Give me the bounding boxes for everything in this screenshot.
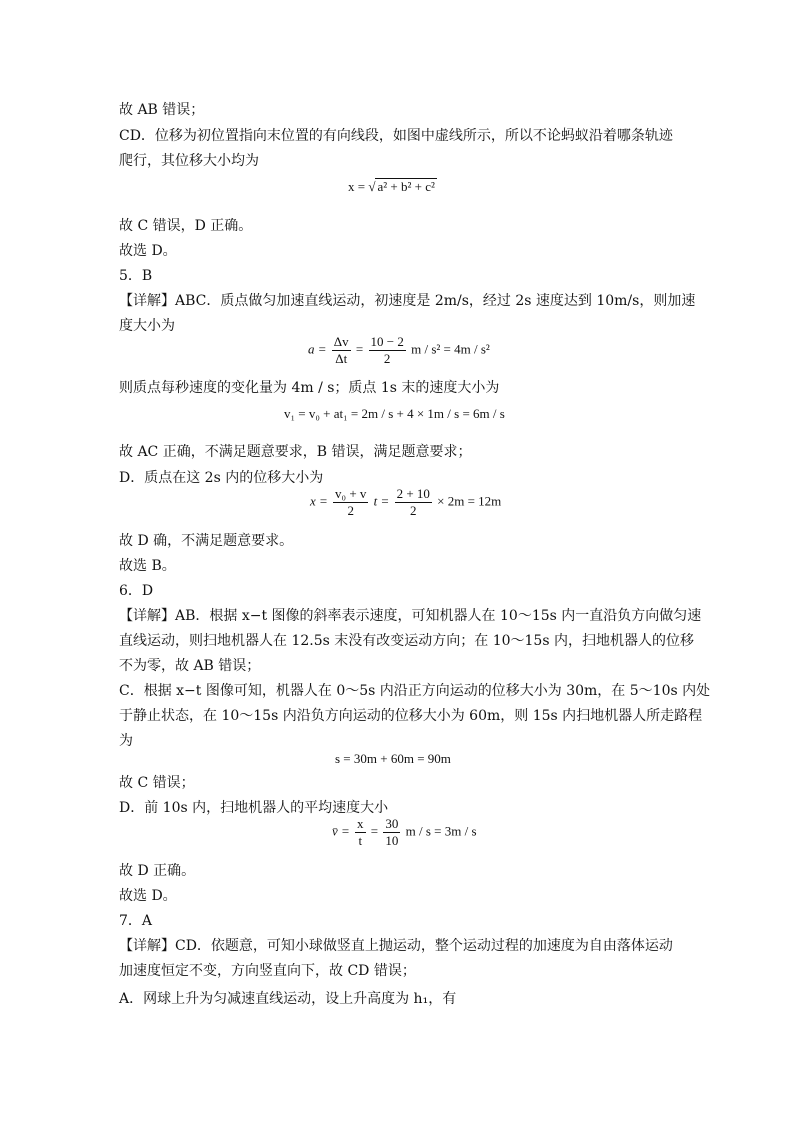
text-line: 度大小为 bbox=[119, 318, 175, 334]
text-line: 故选 D。 bbox=[119, 243, 177, 259]
equals: = bbox=[370, 823, 379, 839]
formula-lhs: v̄ = bbox=[332, 823, 350, 839]
formula-lhs: x = bbox=[310, 493, 328, 509]
denominator: 10 bbox=[385, 833, 399, 848]
denominator: 2 bbox=[409, 503, 417, 518]
text-line: 故选 B。 bbox=[119, 558, 176, 574]
text-line: 爬行，其位移大小均为 bbox=[119, 153, 259, 169]
equals: = bbox=[355, 341, 364, 357]
fraction bbox=[332, 334, 351, 367]
formula-velocity: v₁ = v₀ + at₁ = 2m / s + 4 × 1m / s = 6m / s bbox=[284, 406, 505, 421]
text-line: D．质点在这 2s 内的位移大小为 bbox=[119, 470, 324, 486]
text-line: 则质点每秒速度的变化量为 4m / s；质点 1s 末的速度大小为 bbox=[119, 380, 500, 396]
numerator: 30 bbox=[385, 816, 399, 831]
text-line: 于静止状态，在 10～15s 内沿负方向运动的位移大小为 60m，则 15s 内扫地机器人所走路程 bbox=[119, 708, 703, 724]
numerator: Δv bbox=[333, 334, 349, 349]
text-line: 为 bbox=[119, 733, 133, 749]
formula-rest: m / s = 3m / s bbox=[405, 823, 477, 839]
formula-displacement-2s bbox=[310, 486, 501, 519]
text-line: C．根据 x−t 图像可知，机器人在 0～5s 内沿正方向运动的位移大小为 30m，在 5～10s 内处 bbox=[119, 683, 711, 699]
formula-mid: t = bbox=[373, 493, 390, 509]
fraction bbox=[333, 486, 368, 519]
text-line: 不为零，故 AB 错误； bbox=[119, 658, 261, 674]
text-line: CD．位移为初位置指向末位置的有向线段，如图中虚线所示，所以不论蚂蚁沿着哪条轨迹 bbox=[119, 128, 673, 144]
text-line: 【详解】CD．依题意，可知小球做竖直上抛运动，整个运动过程的加速度为自由落体运动 bbox=[119, 938, 673, 954]
fraction bbox=[383, 816, 400, 849]
formula-path-length: s = 30m + 60m = 90m bbox=[335, 751, 451, 766]
formula-rest: m / s² = 4m / s² bbox=[411, 341, 490, 357]
denominator: 2 bbox=[347, 503, 354, 518]
fraction bbox=[355, 816, 366, 849]
numerator: x bbox=[357, 816, 364, 831]
formula-lhs: a = bbox=[308, 341, 327, 357]
denominator: t bbox=[358, 833, 363, 848]
text-line: 故 D 确，不满足题意要求。 bbox=[119, 533, 294, 549]
formula-lhs: x = bbox=[348, 179, 366, 194]
text-line: D．前 10s 内，扫地机器人的平均速度大小 bbox=[119, 800, 389, 816]
denominator: Δt bbox=[335, 351, 348, 366]
sqrt-sign: √ bbox=[368, 179, 376, 194]
text-line: 故选 D。 bbox=[119, 888, 177, 904]
text-line: 故 AC 正确，不满足题意要求，B 错误，满足题意要求； bbox=[119, 444, 472, 460]
question-number: 6．D bbox=[119, 583, 154, 599]
text-line: 【详解】AB．根据 x−t 图像的斜率表示速度，可知机器人在 10～15s 内一直沿负方向做匀速 bbox=[119, 608, 702, 624]
text-line: 故 AB 错误； bbox=[119, 102, 205, 118]
formula-average-velocity bbox=[332, 816, 477, 849]
formula-displacement bbox=[348, 178, 437, 196]
question-number: 5．B bbox=[119, 268, 153, 284]
text-line: A．网球上升为匀减速直线运动，设上升高度为 h₁，有 bbox=[119, 991, 457, 1007]
formula-acceleration bbox=[308, 334, 490, 367]
denominator: 2 bbox=[383, 351, 391, 366]
numerator: 10 − 2 bbox=[370, 334, 404, 349]
question-number: 7．A bbox=[119, 913, 153, 929]
formula-radicand: a² + b² + c² bbox=[377, 179, 435, 194]
fraction bbox=[395, 486, 432, 519]
text-line: 加速度恒定不变，方向竖直向下，故 CD 错误； bbox=[119, 963, 416, 979]
text-line: 故 C 错误，D 正确。 bbox=[119, 218, 253, 234]
text-line: 直线运动，则扫地机器人在 12.5s 末没有改变运动方向；在 10～15s 内，扫地机器人的位移 bbox=[119, 633, 694, 649]
formula-rest: × 2m = 12m bbox=[437, 493, 502, 509]
numerator: 2 + 10 bbox=[396, 486, 430, 501]
fraction bbox=[369, 334, 406, 367]
text-line: 故 C 错误； bbox=[119, 775, 195, 791]
text-line: 故 D 正确。 bbox=[119, 863, 196, 879]
numerator: v₀ + v bbox=[335, 486, 367, 501]
text-line: 【详解】ABC．质点做匀加速直线运动，初速度是 2m/s，经过 2s 速度达到 10m/s，则加速 bbox=[119, 293, 696, 309]
